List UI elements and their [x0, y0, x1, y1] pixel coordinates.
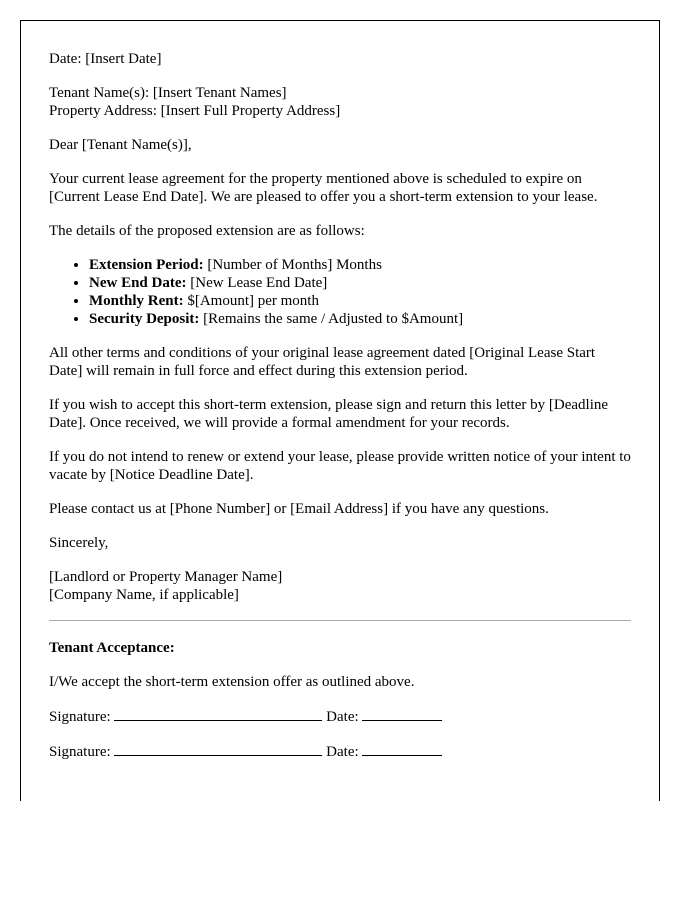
detail-label: New End Date:	[89, 275, 187, 291]
detail-label: Security Deposit:	[89, 311, 200, 327]
section-divider	[49, 620, 631, 621]
detail-label: Extension Period:	[89, 257, 204, 273]
date-label: Date:	[326, 744, 359, 760]
salutation: Dear [Tenant Name(s)],	[49, 137, 192, 153]
signer-name: [Landlord or Property Manager Name]	[49, 569, 283, 585]
signer-company: [Company Name, if applicable]	[49, 587, 239, 603]
signer-block	[49, 568, 631, 604]
detail-value: [New Lease End Date]	[186, 275, 328, 291]
details-intro: The details of the proposed extension are as follows:	[49, 223, 365, 239]
acceptance-heading	[49, 639, 631, 657]
detail-value: [Number of Months] Months	[203, 257, 382, 273]
detail-security-deposit	[89, 310, 631, 328]
detail-monthly-rent	[89, 292, 631, 310]
acceptance-heading-text: Tenant Acceptance:	[49, 640, 175, 656]
letter-page	[20, 20, 660, 801]
date-blank[interactable]	[362, 707, 442, 721]
signature-label: Signature:	[49, 744, 111, 760]
signature-blank[interactable]	[114, 707, 322, 721]
date-line: Date: [Insert Date]	[49, 51, 162, 67]
contact-paragraph: Please contact us at [Phone Number] or [Email Address] if you have any questions.	[49, 501, 549, 517]
tenant-names: Tenant Name(s): [Insert Tenant Names]	[49, 85, 287, 101]
detail-new-end-date	[89, 274, 631, 292]
intro-paragraph: Your current lease agreement for the property mentioned above is scheduled to expire on [Current Lease End Date]. We are pleased to offer you a short-term extension to your lease.	[49, 171, 598, 205]
acceptance-statement: I/We accept the short-term extension offer as outlined above.	[49, 674, 415, 690]
detail-extension-period	[89, 256, 631, 274]
detail-value: [Remains the same / Adjusted to $Amount]	[199, 311, 464, 327]
extension-details-list	[49, 256, 631, 328]
date-blank[interactable]	[362, 742, 442, 756]
recipient-block	[49, 84, 631, 120]
signature-blank[interactable]	[114, 742, 322, 756]
signature-label: Signature:	[49, 709, 111, 725]
signature-row-1	[49, 707, 631, 726]
closing: Sincerely,	[49, 535, 109, 551]
signature-row-2	[49, 742, 631, 761]
terms-paragraph: All other terms and conditions of your original lease agreement dated [Original Lease Start Date] will remain in full force and effect during this extension period.	[49, 345, 596, 379]
decline-instructions: If you do not intend to renew or extend your lease, please provide written notice of your intent to vacate by [Notice Deadline Date].	[49, 449, 631, 483]
accept-instructions: If you wish to accept this short-term extension, please sign and return this letter by [Deadline Date]. Once received, we will provide a formal amendment for your records.	[49, 397, 609, 431]
detail-label: Monthly Rent:	[89, 293, 184, 309]
property-address: Property Address: [Insert Full Property Address]	[49, 103, 341, 119]
date-label: Date:	[326, 709, 359, 725]
detail-value: $[Amount] per month	[183, 293, 319, 309]
